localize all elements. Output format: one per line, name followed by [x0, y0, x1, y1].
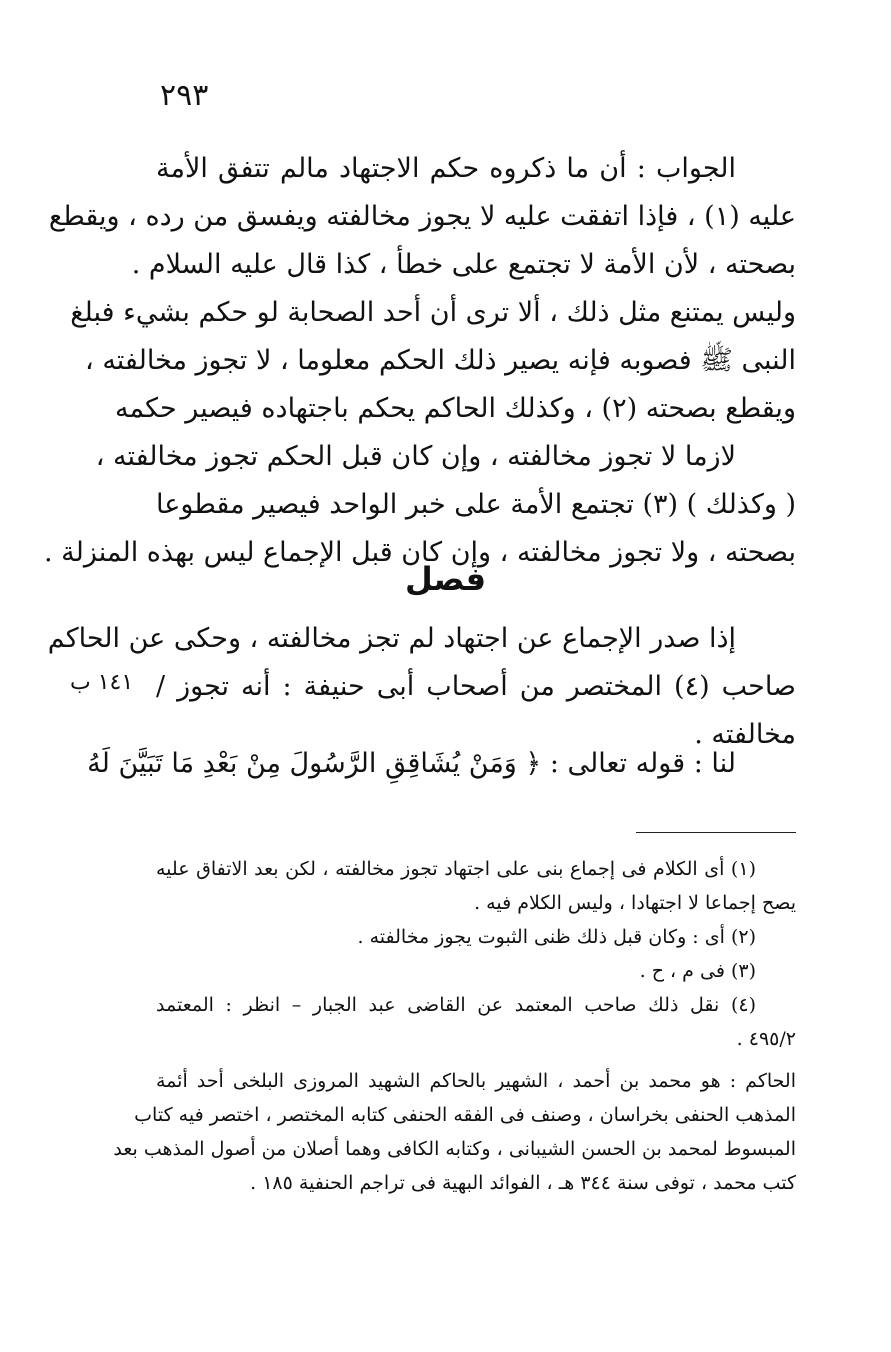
footnote-3: [156, 954, 796, 988]
text-line: صاحب (٤) المختصر من أصحاب أبى حنيفة : أنه تجوز /: [156, 671, 796, 702]
text-line: عليه (١) ، فإذا اتفقت عليه لا يجوز مخالفته ويفسق من رده ، ويقطع: [48, 201, 796, 232]
footnote-line: يصح إجماعا لا اجتهادا ، وليس الكلام فيه .: [474, 892, 796, 914]
main-paragraph: [43, 145, 796, 577]
text-line: وليس يمتنع مثل ذلك ، ألا ترى أن أحد الصحابة لو حكم بشيء فبلغ: [70, 297, 796, 328]
footnote-line: (١) أى الكلام فى إجماع بنى على اجتهاد تجوز مخالفته ، لكن بعد الاتفاق عليه: [156, 858, 756, 880]
footnote-line: ٤٩٥/٢ .: [736, 1028, 796, 1050]
text-line: مخالفته .: [694, 719, 796, 750]
footnote-2: [156, 920, 796, 954]
footnote-line: الحاكم : هو محمد بن أحمد ، الشهير بالحاكم الشهيد المروزى البلخى أحد أئمة: [156, 1070, 796, 1092]
footnote-line: المذهب الحنفى بخراسان ، وصنف فى الفقه الحنفى كتابه المختصر ، اختصر فيه كتاب: [134, 1104, 796, 1126]
footnote-line: (٢) أى : وكان قبل ذلك ظنى الثبوت يجوز مخالفته .: [357, 926, 756, 948]
footnote-line: (٣) فى م ، ح .: [639, 960, 756, 982]
text-line: إذا صدر الإجماع عن اجتهاد لم تجز مخالفته ، وحكى عن الحاكم: [47, 623, 736, 654]
text-line: ( وكذلك ) (٣) تجتمع الأمة على خبر الواحد فيصير مقطوعا: [156, 489, 796, 520]
footnote-divider: [636, 832, 796, 833]
text-line: لازما لا تجوز مخالفته ، وإن كان قبل الحكم تجوز مخالفته ،: [95, 441, 736, 472]
footnotes: [113, 852, 796, 1200]
text-line: بصحته ، لأن الأمة لا تجتمع على خطأ ، كذا قال عليه السلام .: [131, 249, 796, 280]
section-heading: فصل: [404, 560, 487, 598]
footnote-line: المبسوط لمحمد بن الحسن الشيبانى ، وكتابه الكافى وهما أصلان من أصول المذهب بعد: [113, 1138, 796, 1160]
margin-folio-note: ١٤١ ب: [70, 670, 134, 695]
footnote-gap: [156, 1056, 796, 1064]
text-line: بصحته ، ولا تجوز مخالفته ، وإن كان قبل الإجماع ليس بهذه المنزلة .: [43, 537, 796, 568]
footnote-biography: [113, 1064, 796, 1200]
quran-quote-line: [87, 740, 796, 788]
footnote-line: كتب محمد ، توفى سنة ٣٤٤ هـ ، الفوائد البهية فى تراجم الحنفية ١٨٥ .: [250, 1172, 796, 1194]
footnote-4: [156, 988, 796, 1056]
footnote-line: (٤) نقل ذلك صاحب المعتمد عن القاضى عبد الجبار – انظر : المعتمد: [156, 994, 756, 1016]
page-number: ٢٩٣: [160, 78, 209, 113]
footnote-1: [156, 852, 796, 920]
text-line: ويقطع بصحته (٢) ، وكذلك الحاكم يحكم باجتهاده فيصير حكمه: [115, 393, 796, 424]
text-line: الجواب : أن ما ذكروه حكم الاجتهاد مالم تتفق الأمة: [156, 153, 736, 184]
text-line: النبى ﷺ فصوبه فإنه يصير ذلك الحكم معلوما ، لا تجوز مخالفته ،: [85, 345, 796, 376]
text-line: لنا : قوله تعالى : ﴿ وَمَنْ يُشَاقِقِ الرَّسُولَ مِنْ بَعْدِ مَا تَبَيَّنَ لَهُ: [87, 748, 736, 779]
